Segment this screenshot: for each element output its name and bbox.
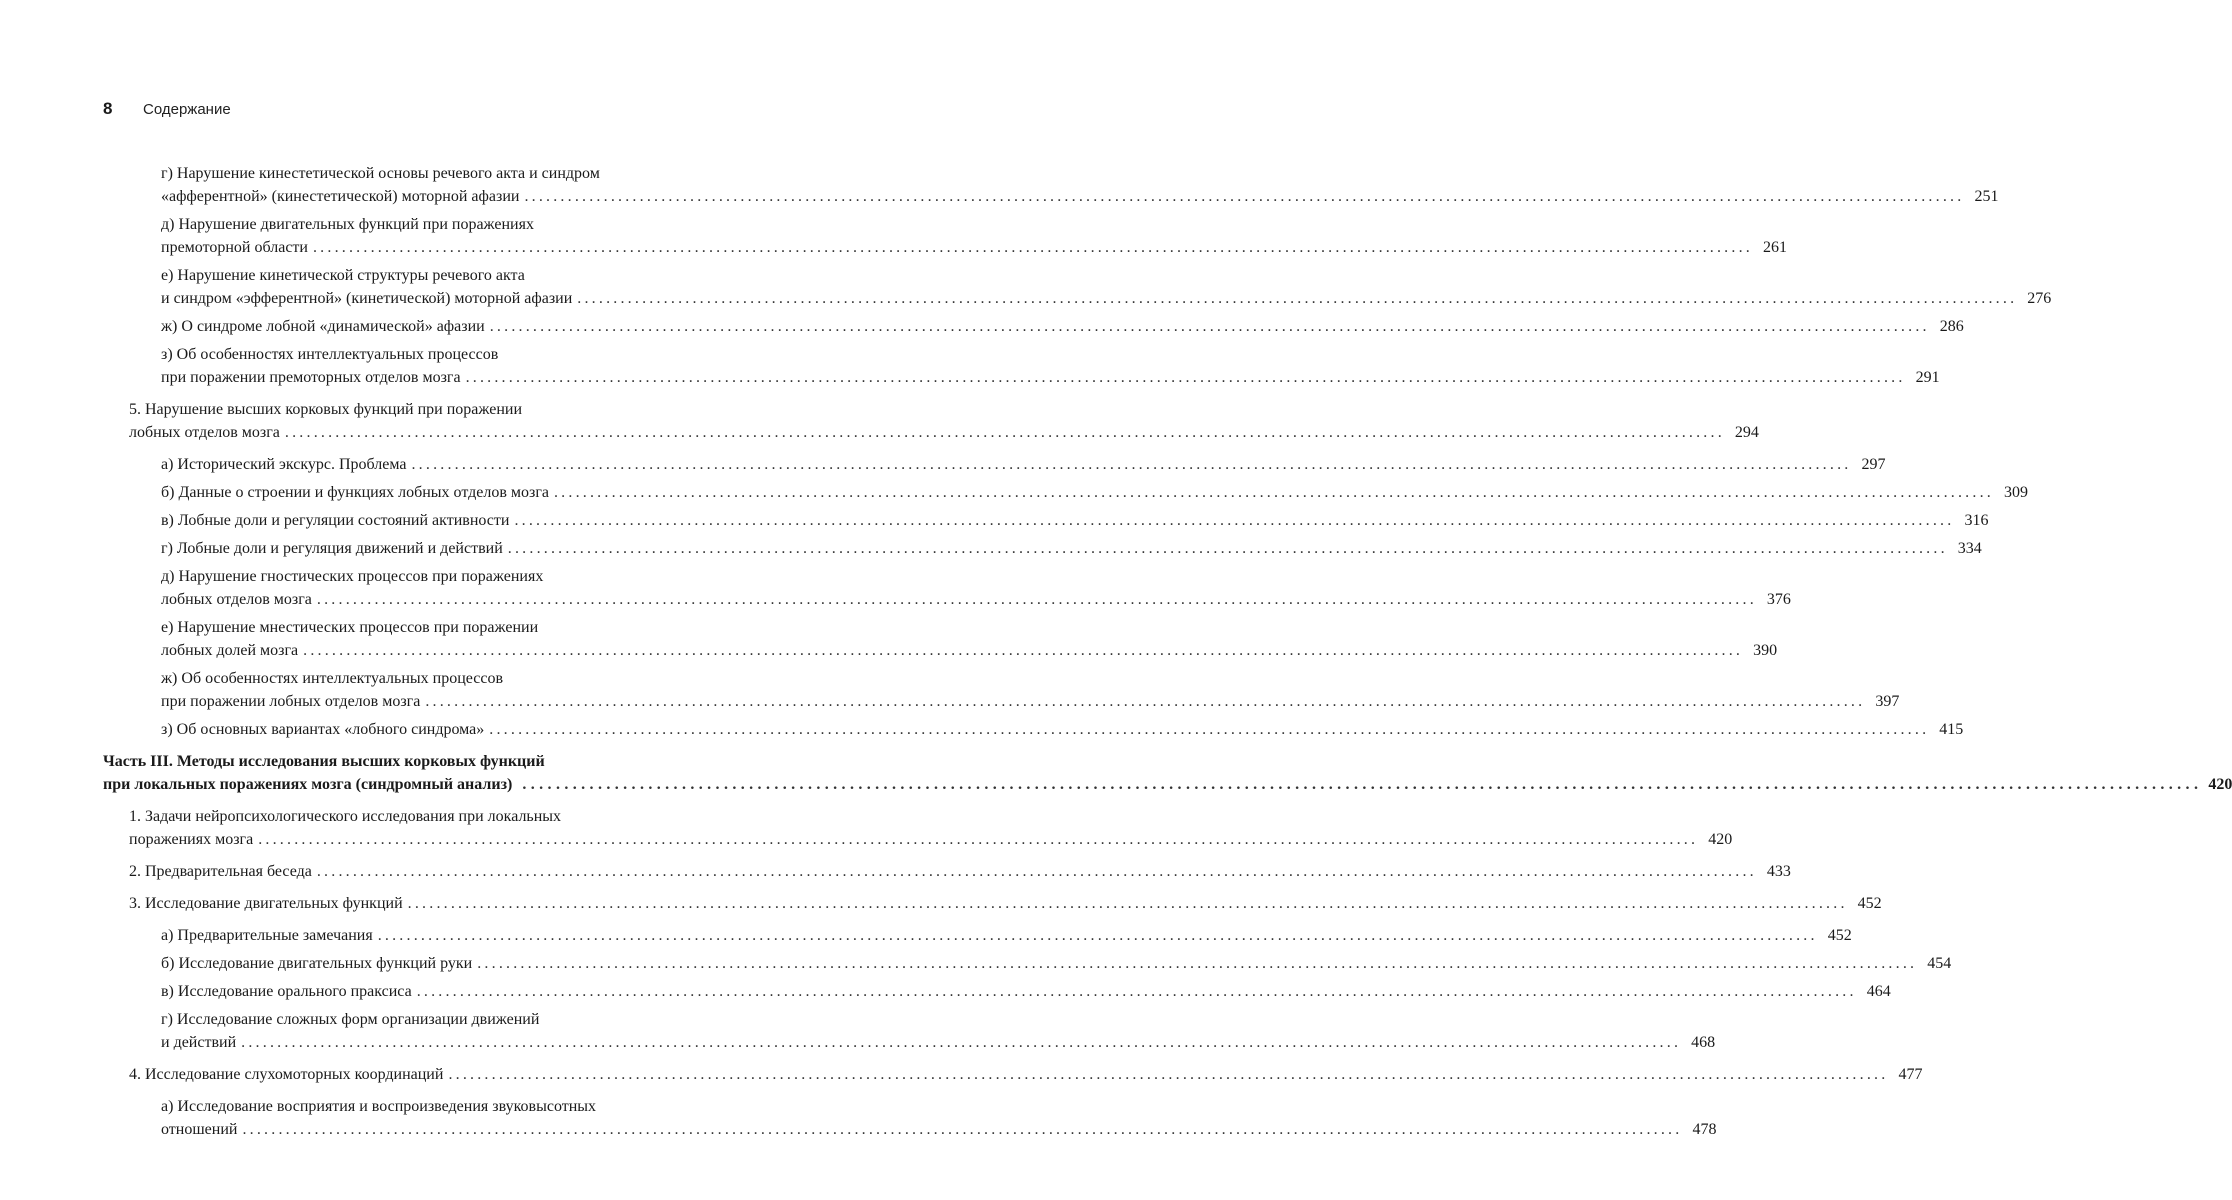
toc-entry-title-line: при поражении премоторных отделов мозга	[161, 369, 461, 386]
toc-page-number: 420	[1708, 831, 1733, 848]
toc-entry[interactable]	[161, 616, 1778, 662]
toc-page-number: 297	[1861, 456, 1886, 473]
toc-page-number: 420	[2208, 776, 2232, 793]
toc-page-number: 291	[1915, 369, 1940, 386]
toc-entry-title-line: 3. Исследование двигательных функций	[129, 895, 403, 912]
toc-entry-title-line: д) Нарушение гностических процессов при поражениях	[161, 568, 544, 585]
toc-entry[interactable]	[161, 509, 1989, 532]
toc-entry-title-line: д) Нарушение двигательных функций при поражениях	[161, 216, 534, 233]
toc-entry-title-line: б) Данные о строении и функциях лобных отделов мозга	[161, 484, 549, 501]
toc-entry-title-line: г) Нарушение кинестетической основы речевого акта и синдром	[161, 165, 600, 182]
dot-leader: ........................................................................................................................................................................................................	[242, 1121, 1683, 1138]
dot-leader: ........................................................................................................................................................................................................	[303, 642, 1744, 659]
dot-leader: ........................................................................................................................................................................................................	[407, 895, 1848, 912]
dot-leader: ........................................................................................................................................................................................................	[577, 290, 2018, 307]
dot-leader: ........................................................................................................................................................................................................	[465, 369, 1906, 386]
toc-entry-title-line: г) Исследование сложных форм организации движений	[161, 1011, 540, 1028]
toc-page-number: 452	[1857, 895, 1882, 912]
dot-leader: ........................................................................................................................................................................................................	[312, 239, 1753, 256]
toc-entry[interactable]	[161, 952, 1952, 975]
toc-entry-title-line: в) Лобные доли и регуляции состояний активности	[161, 512, 510, 529]
dot-leader: ........................................................................................................................................................................................................	[377, 927, 1818, 944]
toc-page-number: 452	[1827, 927, 1852, 944]
toc-entry-title-line: лобных долей мозга	[161, 642, 299, 659]
toc-entry-title-line: в) Исследование орального праксиса	[161, 983, 412, 1000]
toc-entry[interactable]	[161, 315, 1964, 338]
toc-entry[interactable]	[129, 398, 1759, 444]
toc-entry[interactable]	[161, 565, 1791, 611]
toc-entry[interactable]	[161, 718, 1964, 741]
dot-leader: ........................................................................................................................................................................................................	[425, 693, 1866, 710]
toc-entry-title-line: при поражении лобных отделов мозга	[161, 693, 421, 710]
dot-leader: ........................................................................................................................................................................................................	[507, 540, 1948, 557]
toc-entry[interactable]	[129, 805, 1733, 851]
dot-leader: ........................................................................................................................................................................................................	[241, 1034, 1682, 1051]
toc-entry-title-line: лобных отделов мозга	[129, 424, 280, 441]
toc-entry[interactable]	[161, 1008, 1716, 1054]
running-title: Содержание	[143, 101, 231, 118]
toc-entry-title-line: «афферентной» (кинестетической) моторной афазии	[161, 188, 520, 205]
toc-entry[interactable]	[129, 1063, 1923, 1086]
toc-page-number: 316	[1964, 512, 1989, 529]
toc-page-number: 309	[2003, 484, 2028, 501]
page-number: 8	[103, 99, 113, 118]
dot-leader: ........................................................................................................................................................................................................	[524, 188, 1965, 205]
toc-entry[interactable]	[161, 924, 1852, 947]
running-header	[103, 99, 231, 119]
toc-page-number: 261	[1762, 239, 1787, 256]
toc-entry-title-line: 5. Нарушение высших корковых функций при поражении	[129, 401, 523, 418]
dot-leader: ........................................................................................................................................................................................................	[489, 318, 1930, 335]
toc-page-number: 477	[1898, 1066, 1923, 1083]
toc-entry[interactable]	[129, 892, 1882, 915]
dot-leader: ........................................................................................................................................................................................................	[316, 591, 1757, 608]
toc-entry[interactable]	[161, 213, 1787, 259]
toc-page-number: 464	[1866, 983, 1891, 1000]
toc-page-number: 433	[1766, 863, 1791, 880]
toc-entry-title-line: 4. Исследование слухомоторных координаций	[129, 1066, 444, 1083]
toc-entry-title-line: отношений	[161, 1121, 238, 1138]
toc-entry[interactable]	[161, 980, 1891, 1003]
toc-entry[interactable]	[129, 860, 1791, 883]
dot-leader: ........................................................................................................................................................................................................	[489, 721, 1930, 738]
dot-leader: ........................................................................................................................................................................................................	[448, 1066, 1889, 1083]
toc-entry[interactable]	[161, 667, 1900, 713]
toc-entry-title-line: з) Об основных вариантах «лобного синдрома»	[161, 721, 485, 738]
toc-entry[interactable]	[161, 264, 2052, 310]
toc-page-number: 294	[1734, 424, 1759, 441]
toc-entry-title-line: з) Об особенностях интеллектуальных процессов	[161, 346, 499, 363]
dot-leader: ........................................................................................................................................................................................................	[284, 424, 1725, 441]
toc-entry-title-line: е) Нарушение мнестических процессов при поражении	[161, 619, 539, 636]
dot-leader: ........................................................................................................................................................................................................	[316, 863, 1757, 880]
toc-entry[interactable]	[161, 481, 2028, 504]
toc-page-number: 454	[1927, 955, 1952, 972]
toc-entry-title-line: поражениях мозга	[129, 831, 254, 848]
toc-entry-title-line: а) Исторический экскурс. Проблема	[161, 456, 407, 473]
toc-entry-title-line: е) Нарушение кинетической структуры речевого акта	[161, 267, 525, 284]
toc-entry-title-line: ж) О синдроме лобной «динамической» афазии	[161, 318, 485, 335]
dot-leader: ........................................................................................................................................................................................................	[258, 831, 1699, 848]
dot-leader: ........................................................................................................................................................................................................	[553, 484, 1994, 501]
toc-entry-title-line: а) Предварительные замечания	[161, 927, 373, 944]
dot-leader: ........................................................................................................................................................................................................	[522, 776, 2203, 793]
dot-leader: ........................................................................................................................................................................................................	[477, 955, 1918, 972]
toc-entry[interactable]	[161, 162, 1999, 208]
toc-page-number: 276	[2027, 290, 2052, 307]
toc-entry-title-line: 1. Задачи нейропсихологического исследования при локальных	[129, 808, 562, 825]
toc-entry-title-line: лобных отделов мозга	[161, 591, 312, 608]
toc-entry-title-line: б) Исследование двигательных функций руки	[161, 955, 473, 972]
toc-entry[interactable]	[161, 1095, 1717, 1141]
toc-entry-title-line: при локальных поражениях мозга (синдромный анализ)	[103, 776, 513, 793]
toc-entry-title-line: премоторной области	[161, 239, 308, 256]
toc-part-entry[interactable]	[103, 750, 2232, 796]
toc-page-number: 376	[1766, 591, 1791, 608]
toc-page-number: 468	[1691, 1034, 1716, 1051]
toc-page-number: 415	[1939, 721, 1964, 738]
toc-entry[interactable]	[161, 343, 1940, 389]
toc-page-number: 397	[1875, 693, 1900, 710]
table-of-contents	[0, 162, 2232, 1141]
dot-leader: ........................................................................................................................................................................................................	[411, 456, 1852, 473]
toc-entry[interactable]	[161, 537, 1982, 560]
toc-page-number: 390	[1753, 642, 1778, 659]
toc-page-number: 478	[1692, 1121, 1717, 1138]
toc-entry-title-line: Часть III. Методы исследования высших корковых функций	[103, 753, 545, 770]
dot-leader: ........................................................................................................................................................................................................	[514, 512, 1955, 529]
toc-entry-title-line: 2. Предварительная беседа	[129, 863, 312, 880]
toc-page-number: 286	[1939, 318, 1964, 335]
toc-entry-title-line: и синдром «эфферентной» (кинетической) моторной афазии	[161, 290, 573, 307]
toc-entry-title-line: г) Лобные доли и регуляция движений и действий	[161, 540, 503, 557]
toc-entry-title-line: а) Исследование восприятия и воспроизведения звуковысотных	[161, 1098, 597, 1115]
toc-page-number: 334	[1957, 540, 1982, 557]
toc-entry-title-line: ж) Об особенностях интеллектуальных процессов	[161, 670, 504, 687]
toc-entry-title-line: и действий	[161, 1034, 237, 1051]
toc-entry[interactable]	[161, 453, 1886, 476]
dot-leader: ........................................................................................................................................................................................................	[416, 983, 1857, 1000]
toc-page-number: 251	[1974, 188, 1999, 205]
